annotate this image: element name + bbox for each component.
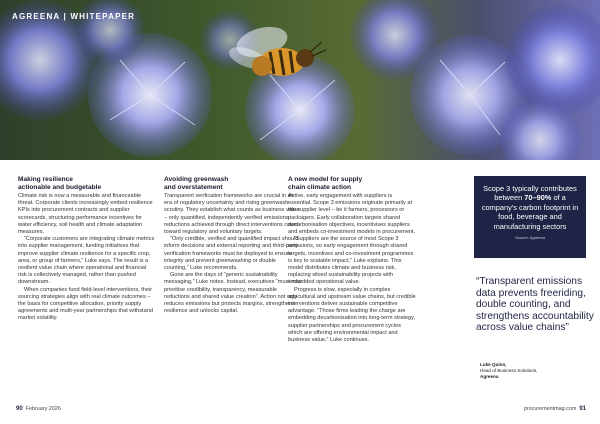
- footer-site: procurementmag.com: [523, 406, 577, 412]
- page-number-left: 90: [16, 406, 23, 412]
- footer-date: February 2026: [25, 406, 61, 412]
- column-3-paragraph-2: “Suppliers are the source of most Scope 3 emissions, so early engagement through shared targets, incentives and co-investment programmes is key to scalable impact,” Luke explains. This model distributes climate and business risk, replacing siloed sustainability projects with embedded operational value.: [288, 236, 414, 286]
- column-2-heading-line-1: Avoiding greenwash: [164, 176, 229, 183]
- column-1-heading-line-2: actionable and budgetable: [18, 184, 102, 191]
- footer-right: [524, 406, 586, 412]
- attribution-name: Luke Quinn,: [480, 362, 507, 367]
- stat-callout-box: [474, 176, 586, 258]
- stat-line-b: of a company’s carbon footprint in food, beverage and manufacturing sectors: [481, 193, 579, 231]
- column-1-paragraph-2: “Corporate customers are integrating climate metrics into supplier management, funding initiatives that improve supplier climate resilience for a specific crop, area, or group of farmers,” Luke says. The result is a resilient value chain where operational and financial risk is collectively managed, rather than pushed downstream.: [18, 236, 155, 286]
- column-3-paragraph-1: Active, early engagement with suppliers is essential. Scope 3 emissions originate primarily at the supplier level – be it farmers, processors or packagers. Early collaboration targets shared decarbonisation objectives, incentivises suppliers and embeds co-investment models in procurement.: [288, 193, 416, 236]
- masthead: AGREENA | WHITEPAPER: [12, 12, 136, 21]
- column-2-heading: [164, 176, 302, 192]
- column-2-paragraph-2: “Only credible, verified and quantified impact should inform decisions and external reporting and third-party verification frameworks must be deployed to ensure integrity and prevent greenwashing or double counting,” Luke recommends.: [164, 236, 299, 272]
- quote-attribution: [480, 362, 590, 379]
- article-column-2: [164, 176, 302, 315]
- column-3-heading-line-1: A new model for supply: [288, 176, 363, 183]
- stat-line-a: Scope 3 typically contributes between: [483, 184, 577, 203]
- footer-left: [16, 406, 61, 412]
- column-2-paragraph-1: Transparent verification frameworks are crucial in an era of regulatory uncertainty and rising greenwash scrutiny. They establish what counts as business value – only quantified, independently verified emissions reductions achieved through direct interventions count toward regulatory and voluntary targets.: [164, 193, 300, 236]
- column-3-heading: [288, 176, 416, 192]
- attribution-org: Agreena: [480, 373, 499, 379]
- column-1-heading: [18, 176, 156, 192]
- stat-source: Source: Agreena: [515, 235, 545, 241]
- article-column-3: [288, 176, 416, 344]
- pull-quote: “Transparent emissions data prevents freeriding, double counting, and strengthens accountability across value chains”: [476, 276, 594, 334]
- hero-flowers-bee: [0, 0, 600, 160]
- column-1-paragraph-3: When companies fund field-level interventions, their sourcing strategies align with real climate outcomes – the basis for competitive allocation, priority supply agreements and multi-year partnerships that withstand market volatility.: [18, 286, 153, 322]
- column-3-paragraph-3: Progress is slow, especially in complex agricultural and upstream value chains, but credible interventions deliver sustainable competitive advantage. “Those firms leading the charge are embedding decarbonisation into long-term strategy, supplier partnerships and procurement cycles which are offering environmental impact and business value,” Luke continues.: [288, 286, 416, 344]
- column-1-heading-line-1: Making resilience: [18, 176, 73, 183]
- hero-image: [0, 0, 600, 160]
- attribution-role: Head of Business Solutions,: [480, 367, 538, 373]
- stat-text: [480, 184, 580, 231]
- article-column-1: [18, 176, 156, 323]
- page-number-right: 91: [579, 406, 586, 412]
- column-1-paragraph-1: Climate risk is now a measurable and financeable threat. Corporate clients increasingly embed resilience KPIs into procurement contracts and supplier scorecards, structuring performance incentives for water efficiency, soil health and climate adaptation measures.: [18, 193, 153, 236]
- column-3-heading-line-2: chain climate action: [288, 184, 352, 191]
- column-2-paragraph-3: Gone are the days of “generic sustainability messaging,” Luke notes. Instead, executives “must now prioritise credibility, transparency, measurable reductions and shared value creation”. Action not only reduces emissions but protects margins, strengthens resilience and unlocks capital.: [164, 272, 302, 315]
- stat-highlight: 70–90%: [524, 193, 552, 203]
- column-2-heading-line-2: and overstatement: [164, 184, 223, 191]
